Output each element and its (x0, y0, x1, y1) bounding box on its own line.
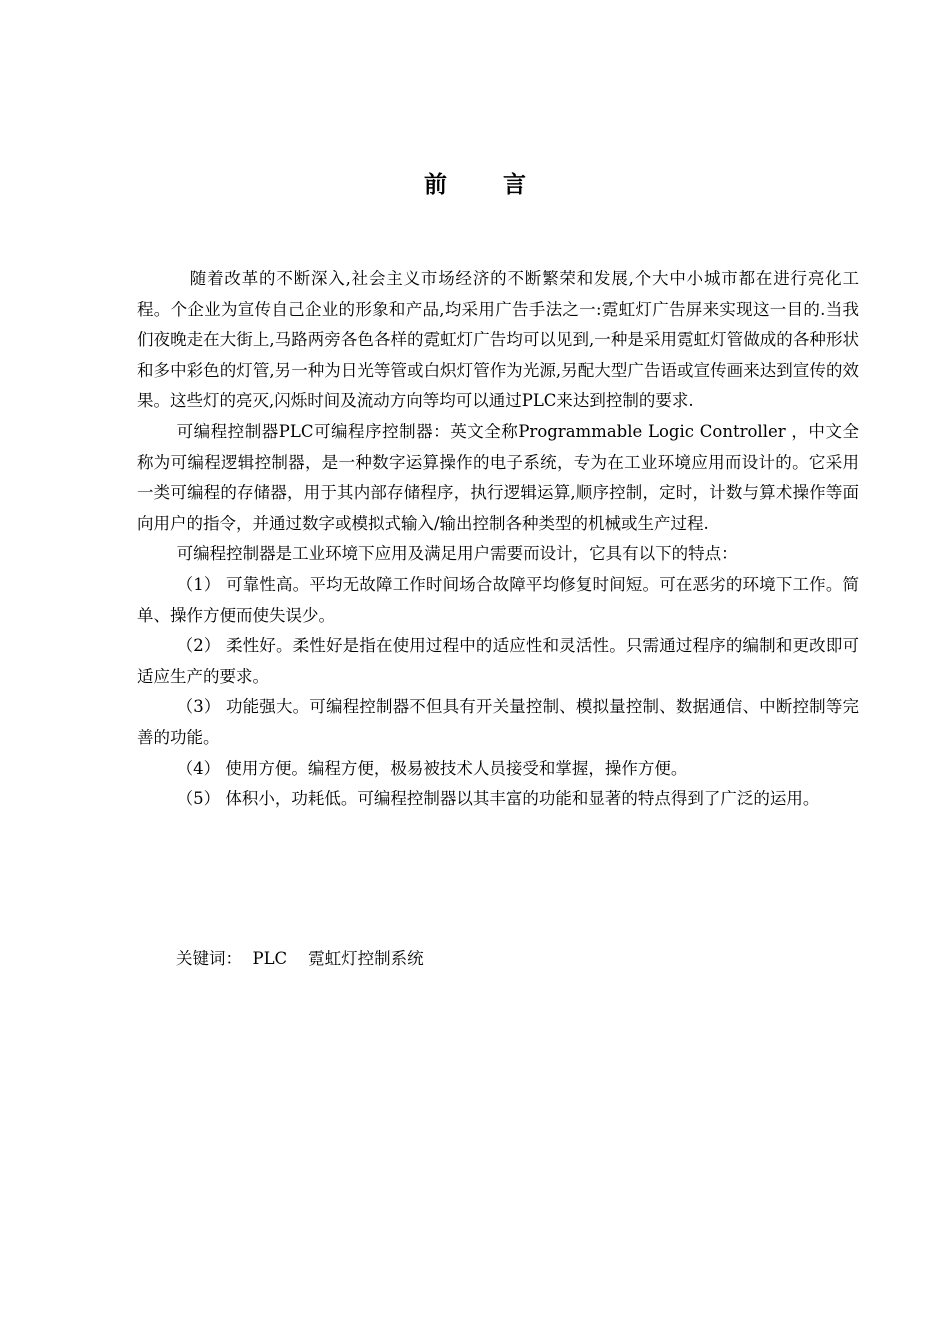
feature-item-1: （1） 可靠性高。平均无故障工作时间场合故障平均修复时间短。可在恶劣的环境下工作。简单、操作方便而使失误少。 (137, 574, 859, 625)
keywords-line (176, 944, 424, 974)
feature-item-3: （3） 功能强大。可编程控制器不但具有开关量控制、模拟量控制、数据通信、中断控制等完善的功能。 (137, 697, 859, 747)
paragraph-features-intro: 可编程控制器是工业环境下应用及满足用户需要而设计，它具有以下的特点： (176, 544, 738, 564)
keyword-plc: PLC (252, 949, 288, 968)
paragraph-intro: 随着改革的不断深入,社会主义市场经济的不断繁荣和发展,个大中小城市都在进行亮化工程。个企业为宣传自己企业的形象和产品,均采用广告手法之一:霓虹灯广告屏来实现这一目的.当我们夜晚走在大街上,马路两旁各色各样的霓虹灯广告均可以见到,一种是采用霓虹灯管做成的各种形状和多中彩色的灯管,另一种为日光等管或白炽灯管作为光源,另配大型广告语或宣传画来达到宣传的效果。这些灯的亮灭,闪烁时间及流动方向等均可以通过PLC来达到控制的要求. (137, 269, 859, 411)
feature-item-2: （2） 柔性好。柔性好是指在使用过程中的适应性和灵活性。只需通过程序的编制和更改即可适应生产的要求。 (137, 636, 859, 686)
title-char-2: 言 (503, 172, 526, 198)
keyword-neon-control-system: 霓虹灯控制系统 (308, 949, 424, 968)
preface-body (137, 264, 859, 815)
paragraph-plc-definition: 可编程控制器PLC可编程序控制器：英文全称Programmable Logic Controller ，中文全称为可编程逻辑控制器，是一种数字运算操作的电子系统，专为在工业环境应用而设计的。它采用一类可编程的存储器，用于其内部存储程序，执行逻辑运算,顺序控制，定时，计数与算术操作等面向用户的指令，并通过数字或模拟式输入/输出控制各种类型的机械或生产过程. (137, 421, 859, 533)
keywords-label: 关键词： (176, 949, 242, 968)
feature-item-4: （4） 使用方便。编程方便，极易被技术人员接受和掌握，操作方便。 (176, 758, 688, 778)
page-title (0, 166, 950, 199)
title-char-1: 前 (424, 172, 447, 198)
feature-item-5: （5） 体积小，功耗低。可编程控制器以其丰富的功能和显著的特点得到了广泛的运用。 (176, 789, 820, 809)
